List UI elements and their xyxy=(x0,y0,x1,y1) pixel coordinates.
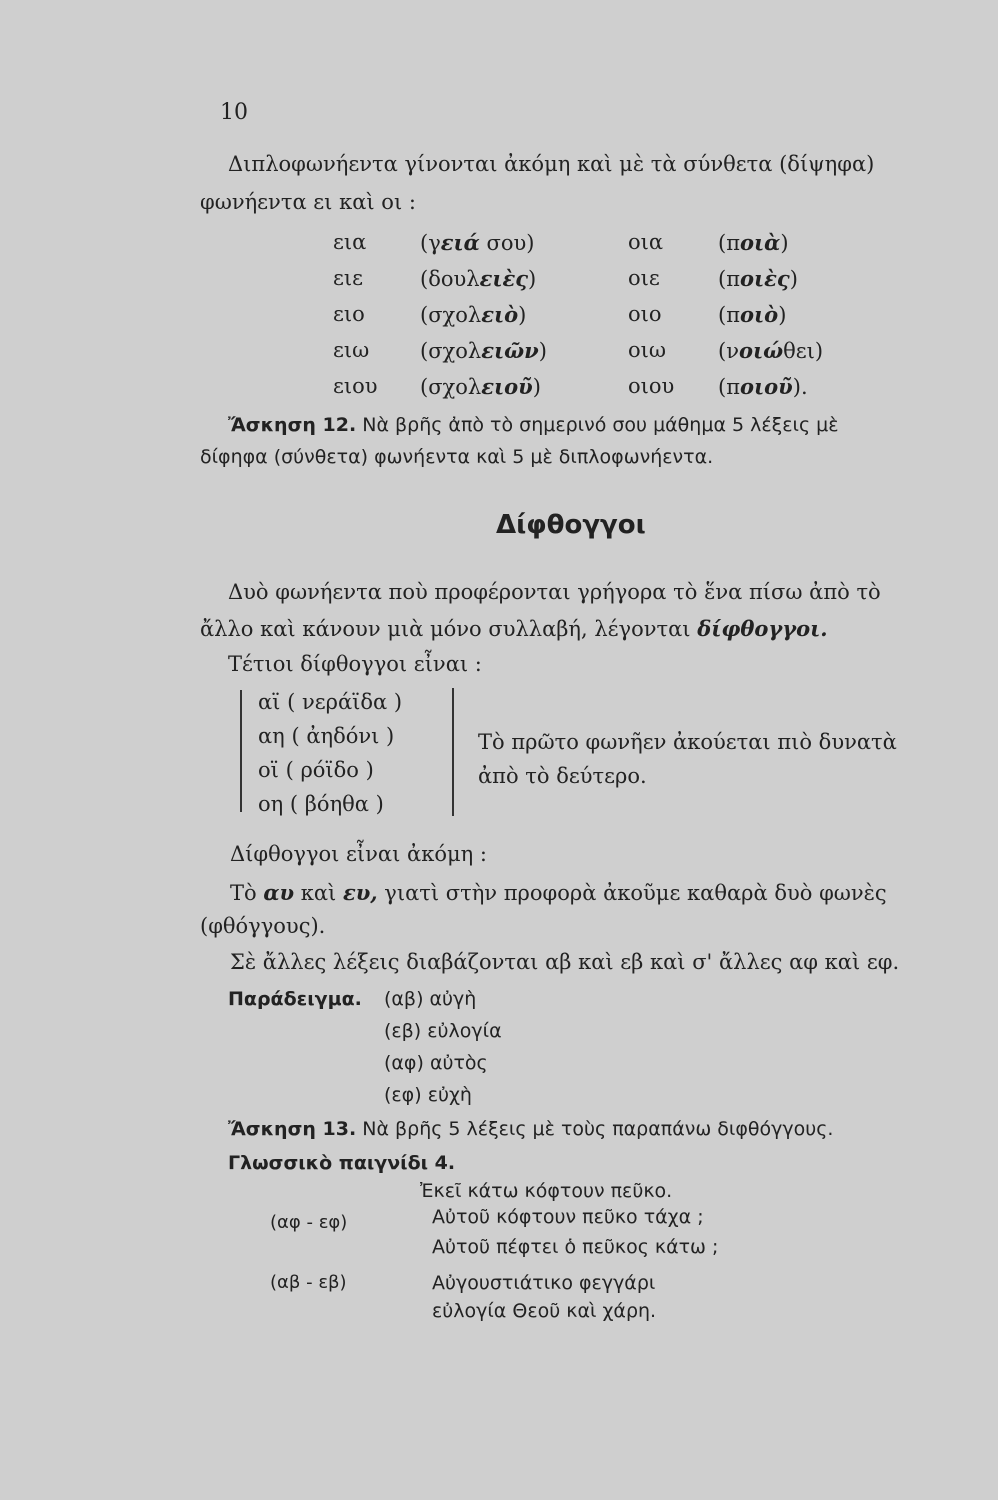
example-sound: (αβ) xyxy=(384,988,424,1010)
oi-combo: οιου xyxy=(628,374,675,398)
ei-row xyxy=(333,266,363,290)
oi-row xyxy=(628,266,660,290)
oi-combo: οιο xyxy=(628,302,662,326)
oi-example-bold: οιὰ xyxy=(740,230,781,255)
oi-example-pre: (ν xyxy=(718,339,739,363)
intro-line-1: Διπλοφωνήεντα γίνονται ἀκόμη καὶ μὲ τὰ σύνθετα (δίψηφα) xyxy=(228,152,875,176)
ei-example-bold: ειῶν xyxy=(481,338,539,363)
ei-example xyxy=(420,374,541,399)
ei-example-bold: ειὲς xyxy=(479,266,529,291)
oi-combo: οιω xyxy=(628,338,667,362)
oi-example-pre: (π xyxy=(718,231,740,255)
example-word: εὐλογία xyxy=(427,1020,502,1042)
oi-example xyxy=(718,302,786,327)
oi-example-bold: οιὸ xyxy=(740,302,779,327)
diphthong-example: ( ἀηδόνι ) xyxy=(291,724,395,748)
example-sound: (εβ) xyxy=(384,1020,422,1042)
also-text-c: καὶ xyxy=(294,881,343,905)
also-line-4 xyxy=(230,950,899,974)
oi-example xyxy=(718,230,789,255)
ei-row xyxy=(333,302,365,326)
ei-example-pre: (σχολ xyxy=(420,339,482,363)
ei-example-pre: (γ xyxy=(420,231,441,255)
example-label: Παράδειγμα. xyxy=(228,988,362,1010)
oi-example-bold: οιοῦ xyxy=(740,374,793,399)
example-row xyxy=(384,1052,488,1074)
ei-combo: ειου xyxy=(333,374,378,398)
right-brace xyxy=(452,688,454,816)
ei-example-post: ) xyxy=(538,339,547,363)
ei-combo: ειο xyxy=(333,302,365,326)
ei-example-post: ) xyxy=(528,267,537,291)
page-number: 10 xyxy=(220,100,248,125)
also-line-4-text: Σὲ ἄλλες λέξεις διαβάζονται αβ καὶ εβ καὶ σ' ἄλλες αφ καὶ εφ xyxy=(230,950,893,974)
oi-combo: οιε xyxy=(628,266,660,290)
oi-combo: οια xyxy=(628,230,664,254)
definition-line-2-text: ἄλλο καὶ κάνουν μιὰ μόνο συλλαβή, λέγονται xyxy=(200,617,698,641)
oi-row xyxy=(628,374,674,398)
example-sound: (εφ) xyxy=(384,1084,422,1106)
ei-example xyxy=(420,266,536,291)
also-line-1: Δίφθογγοι εἶναι ἀκόμη : xyxy=(230,842,487,866)
ei-example-pre: (σχολ xyxy=(420,375,482,399)
game-tag-af-ef: (αφ - εφ) xyxy=(270,1212,348,1233)
oi-example-pre: (π xyxy=(718,267,740,291)
diphthong-av: αυ xyxy=(263,880,295,905)
oi-row xyxy=(628,230,663,254)
ei-combo: εια xyxy=(333,230,367,254)
ei-example xyxy=(420,230,534,255)
diphthong: οη xyxy=(258,792,284,816)
example-row xyxy=(384,1020,502,1042)
diphthong-example: ( βόηθα ) xyxy=(289,792,384,816)
definition-line-2 xyxy=(200,616,828,641)
oi-example-post: θει) xyxy=(783,339,824,363)
definition-line-3: Τέτιοι δίφθογγοι εἶναι : xyxy=(228,652,482,676)
definition-line-1: Δυὸ φωνήεντα ποὺ προφέρονται γρήγορα τὸ ἕνα πίσω ἀπὸ τὸ xyxy=(228,580,881,604)
oi-example-pre: (π xyxy=(718,303,740,327)
example-row xyxy=(384,988,476,1010)
diphthong: αη xyxy=(258,724,285,748)
diphthong-example: ( ρόϊδο ) xyxy=(285,758,374,782)
game-line: Αὐγουστιάτικο φεγγάρι xyxy=(432,1272,656,1294)
example-word: εὐχὴ xyxy=(427,1084,472,1106)
oi-example xyxy=(718,338,823,363)
ei-example xyxy=(420,302,526,327)
diphthong-row xyxy=(258,724,394,748)
oi-row xyxy=(628,302,662,326)
ei-example-bold: ειοῦ xyxy=(481,374,533,399)
also-line-2 xyxy=(230,880,887,905)
example-row xyxy=(384,1084,472,1106)
diphthong-example: ( νεράϊδα ) xyxy=(287,690,403,714)
ei-example-bold: ειά xyxy=(440,230,480,255)
exercise-12-text-1: Νὰ βρῆς ἀπὸ τὸ σημερινό σου μάθημα 5 λέξεις μὲ xyxy=(362,414,839,436)
diphthong-row xyxy=(258,758,374,782)
diphthong-note-1: Τὸ πρῶτο φωνῆεν ἀκούεται πιὸ δυνατὰ xyxy=(478,730,897,754)
oi-example-post: ) xyxy=(780,231,789,255)
ei-example-pre: (σχολ xyxy=(420,303,482,327)
exercise-13-text: Νὰ βρῆς 5 λέξεις μὲ τοὺς παραπάνω διφθόγγους. xyxy=(362,1118,834,1140)
example-sound: (αφ) xyxy=(384,1052,424,1074)
also-line-4-end: . xyxy=(892,950,900,974)
intro-line-2: φωνήεντα ει καὶ οι : xyxy=(200,190,416,214)
diphthong: αϊ xyxy=(258,690,281,714)
exercise-12-text-2: δίφηφα (σύνθετα) φωνήεντα καὶ 5 μὲ διπλοφωνήεντα. xyxy=(200,446,714,468)
ei-example-pre: (δουλ xyxy=(420,267,480,291)
oi-example xyxy=(718,266,798,291)
ei-row xyxy=(333,338,369,362)
oi-example-bold: οιώ xyxy=(738,338,784,363)
diphthong-ev: ευ, xyxy=(342,880,378,905)
diphthong-row xyxy=(258,792,384,816)
exercise-12-label: Ἄσκηση 12. xyxy=(228,414,357,436)
oi-example-post: ). xyxy=(792,375,808,399)
oi-example-post: ) xyxy=(789,267,798,291)
left-bracket xyxy=(240,690,242,812)
definition-term: δίφθογγοι. xyxy=(697,616,828,641)
ei-combo: ειε xyxy=(333,266,363,290)
example-word: αὐγὴ xyxy=(429,988,477,1010)
ei-row xyxy=(333,374,378,398)
game-number: 4. xyxy=(434,1152,456,1174)
exercise-13-label: Ἄσκηση 13. xyxy=(228,1118,357,1140)
oi-example xyxy=(718,374,808,399)
oi-row xyxy=(628,338,666,362)
game-line: Αὐτοῦ κόφτουν πεῦκο τάχα ; xyxy=(432,1206,704,1228)
diphthong-note-2: ἀπὸ τὸ δεύτερο. xyxy=(478,764,647,788)
also-text-a: Τὸ xyxy=(230,881,264,905)
ei-example-post: σου) xyxy=(479,231,535,255)
ei-row xyxy=(333,230,366,254)
example-word: αὐτὸς xyxy=(429,1052,488,1074)
ei-example-post: ) xyxy=(518,303,527,327)
game-title: Γλωσσικὸ παιγνίδι xyxy=(228,1152,429,1174)
ei-example-bold: ειὸ xyxy=(481,302,519,327)
section-heading: Δίφθογγοι xyxy=(496,510,646,540)
game-line: Αὐτοῦ πέφτει ὁ πεῦκος κάτω ; xyxy=(432,1236,719,1258)
diphthong: οϊ xyxy=(258,758,279,782)
game-line: Ἐκεῖ κάτω κόφτουν πεῦκο. xyxy=(420,1180,673,1202)
game-label xyxy=(228,1152,455,1174)
oi-example-pre: (π xyxy=(718,375,740,399)
oi-example-bold: οιὲς xyxy=(740,266,790,291)
also-line-3: (φθόγγους). xyxy=(200,914,326,938)
ei-example xyxy=(420,338,547,363)
diphthong-row xyxy=(258,690,402,714)
exercise-13 xyxy=(228,1118,833,1140)
oi-example-post: ) xyxy=(778,303,787,327)
exercise-12 xyxy=(228,414,839,436)
ei-example-post: ) xyxy=(532,375,541,399)
game-line: εὐλογία Θεοῦ καὶ χάρη. xyxy=(432,1300,657,1322)
also-text-d: γιατὶ στὴν προφορὰ ἀκοῦμε καθαρὰ δυὸ φωνὲς xyxy=(377,881,887,905)
game-tag-av-ev: (αβ - εβ) xyxy=(270,1272,347,1293)
ei-combo: ειω xyxy=(333,338,370,362)
